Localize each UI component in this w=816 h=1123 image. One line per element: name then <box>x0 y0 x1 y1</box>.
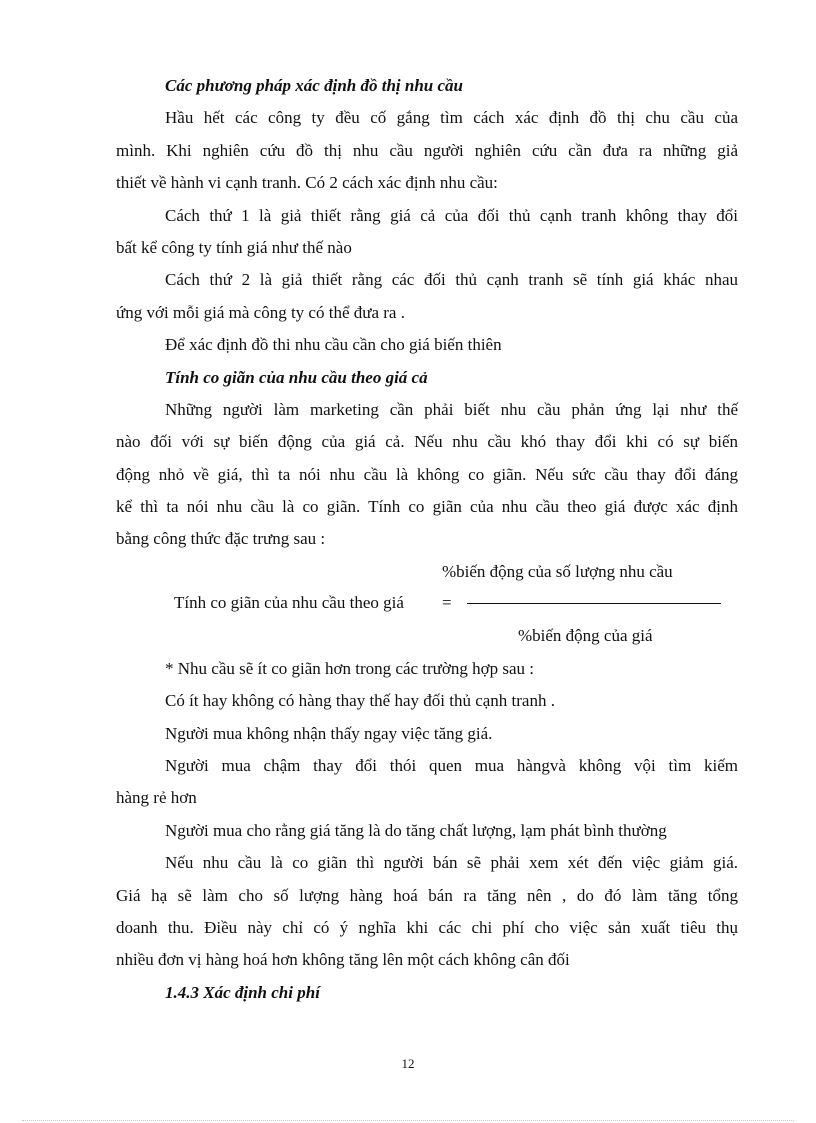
text-line: doanh thu. Điều này chỉ có ý nghĩa khi các chi phí cho việc sản xuất tiêu thụ <box>116 917 738 937</box>
paragraph-price-variation: Để xác định đồ thi nhu cầu cần cho giá biến thiên <box>165 335 502 355</box>
paragraph-case-substitutes: Có ít hay không có hàng thay thế hay đối thủ cạnh tranh . <box>165 691 555 711</box>
text-line: Người mua chậm thay đổi thói quen mua hàngvà không vội tìm kiếm <box>165 756 738 776</box>
formula-numerator: %biến động của số lượng nhu cầu <box>442 561 673 581</box>
section-heading-cost: 1.4.3 Xác định chi phí <box>165 982 320 1002</box>
paragraph-elasticity <box>116 394 738 556</box>
section-heading-price-elasticity: Tính co giãn của nhu cầu theo giá cả <box>165 367 428 387</box>
paragraph-case-habits <box>116 750 738 815</box>
page-footer-divider <box>22 1120 794 1121</box>
text-line: Hầu hết các công ty đều cố gắng tìm cách xác định đồ thị chu cầu của <box>165 108 738 128</box>
text-line: mình. Khi nghiên cứu đồ thị nhu cầu người nghiên cứu cần đưa ra những giả <box>116 140 738 160</box>
document-body <box>116 70 738 1009</box>
text-line: Cách thứ 1 là giả thiết rằng giá cả của đối thủ cạnh tranh không thay đổi <box>165 205 738 225</box>
text-line: nào đối với sự biến động của giá cả. Nếu nhu cầu khó thay đổi khi có sự biến <box>116 432 738 452</box>
text-line: động nhỏ về giá, thì ta nói nhu cầu là không co giãn. Nếu sức cầu thay đổi đáng <box>116 464 738 484</box>
paragraph-elastic-demand <box>116 847 738 977</box>
text-line: Những người làm marketing cần phải biết nhu cầu phản ứng lại như thế <box>165 399 738 419</box>
text-line: Giá hạ sẽ làm cho số lượng hàng hoá bán ra tăng nên , do đó làm tăng tổng <box>116 885 738 905</box>
paragraph-demand-intro <box>116 102 738 199</box>
text-line: bằng công thức đặc trưng sau : <box>116 529 326 549</box>
paragraph-method-2 <box>116 264 738 329</box>
page-number: 12 <box>401 1056 415 1071</box>
text-line: kể thì ta nói nhu cầu là co giãn. Tính co giãn của nhu cầu theo giá được xác định <box>116 497 738 517</box>
fraction-bar <box>467 603 721 604</box>
text-line: bất kể công ty tính giá như thế nào <box>116 237 352 257</box>
formula-denominator: %biến động của giá <box>518 625 653 645</box>
text-line: hàng rẻ hơn <box>116 788 197 808</box>
elasticity-formula <box>116 556 738 653</box>
paragraph-case-quality: Người mua cho rằng giá tăng là do tăng chất lượng, lạm phát bình thường <box>165 820 667 840</box>
formula-left-side: Tính co giãn của nhu cầu theo giá <box>174 592 404 612</box>
paragraph-case-unnoticed: Người mua không nhận thấy ngay việc tăng giá. <box>165 723 493 743</box>
text-line: Nếu nhu cầu là co giãn thì người bán sẽ phải xem xét đến việc giảm giá. <box>165 853 738 873</box>
text-line: ứng với mỗi giá mà công ty có thể đưa ra . <box>116 302 405 322</box>
paragraph-less-elastic-cases: * Nhu cầu sẽ ít co giãn hơn trong các trường hợp sau : <box>165 658 535 678</box>
section-heading-demand-methods: Các phương pháp xác định đồ thị nhu cầu <box>165 76 463 95</box>
text-line: thiết về hành vi cạnh tranh. Có 2 cách xác định nhu cầu: <box>116 173 498 193</box>
text-line: Cách thứ 2 là giả thiết rằng các đối thủ cạnh tranh sẽ tính giá khác nhau <box>165 270 738 290</box>
paragraph-method-1 <box>116 200 738 265</box>
text-line: nhiều đơn vị hàng hoá hơn không tăng lên một cách không cân đối <box>116 950 570 970</box>
formula-equals-sign: = <box>442 592 452 612</box>
